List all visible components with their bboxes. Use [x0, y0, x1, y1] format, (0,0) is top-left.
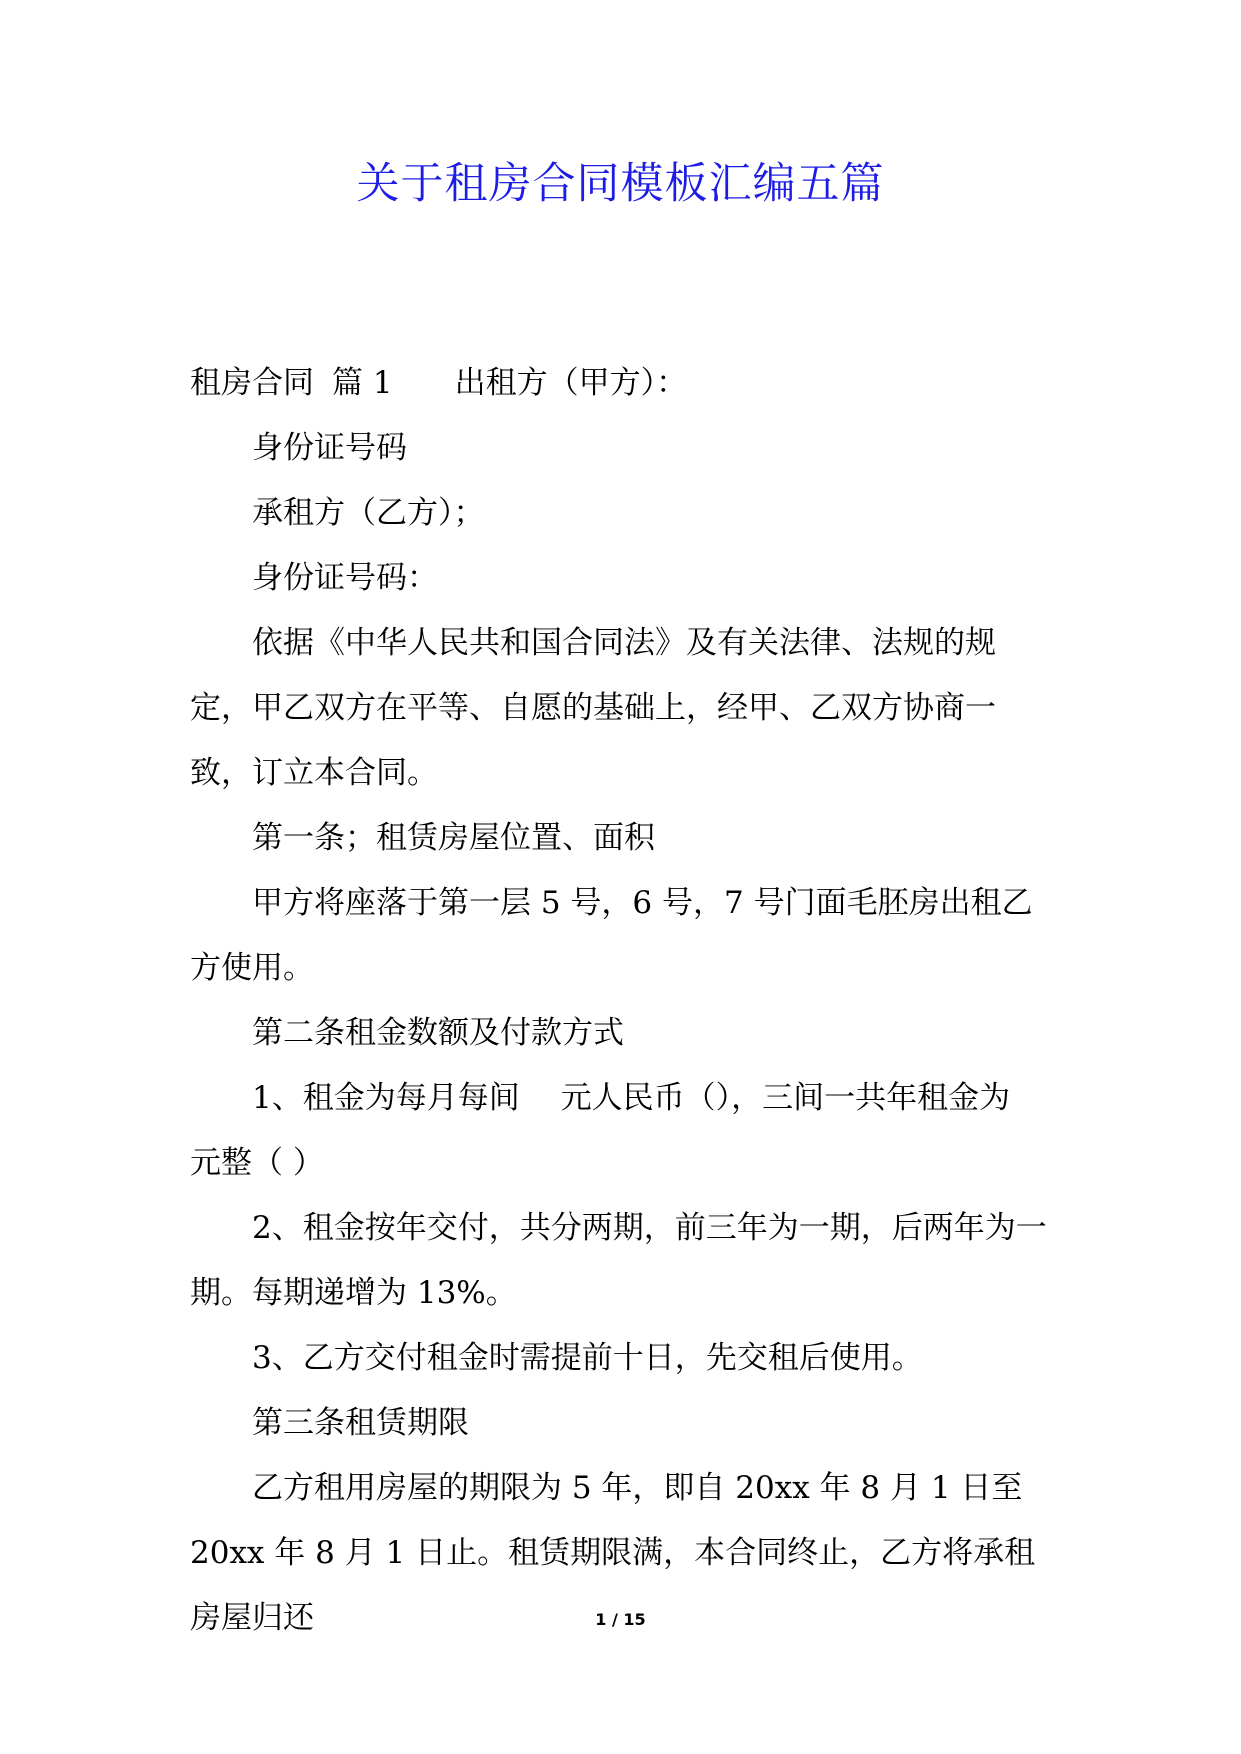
paragraph: 甲方将座落于第一层 5 号，6 号，7 号门面毛胚房出租乙方使用。	[190, 885, 1033, 986]
paragraph: 第一条；租赁房屋位置、面积	[252, 820, 655, 856]
paragraph: 3、乙方交付租金时需提前十日，先交租后使用。	[252, 1340, 923, 1376]
paragraph: 2、租金按年交付，共分两期，前三年为一期，后两年为一期。每期递增为 13%。	[190, 1210, 1047, 1311]
paragraph: 承租方（乙方）；	[252, 495, 485, 531]
lessor-label: 出租方（甲方）：	[454, 365, 688, 401]
intro-line	[190, 351, 1050, 416]
document-title: 关于租房合同模板汇编五篇	[356, 159, 885, 209]
section-label: 租房合同	[190, 365, 314, 401]
paragraph: 身份证号码	[252, 430, 407, 466]
page-number: 1 / 15	[595, 1610, 646, 1629]
paragraph: 1、租金为每月每间 元人民币（），三间一共年租金为 元整（ ）	[190, 1080, 1011, 1181]
paragraph: 身份证号码：	[252, 560, 438, 596]
paragraph: 乙方租用房屋的期限为 5 年，即自 20xx 年 8 月 1 日至 20xx 年 8 月 1 日止。租赁期限满，本合同终止，乙方将承租房屋归还	[190, 1470, 1036, 1636]
section-number: 篇 1	[332, 365, 393, 401]
paragraph: 依据《中华人民共和国合同法》及有关法律、法规的规定，甲乙双方在平等、自愿的基础上，经甲、乙双方协商一致，订立本合同。	[190, 625, 996, 791]
paragraph: 第三条租赁期限	[252, 1405, 469, 1441]
paragraph: 第二条租金数额及付款方式	[252, 1015, 624, 1051]
document-body	[190, 351, 1050, 1651]
